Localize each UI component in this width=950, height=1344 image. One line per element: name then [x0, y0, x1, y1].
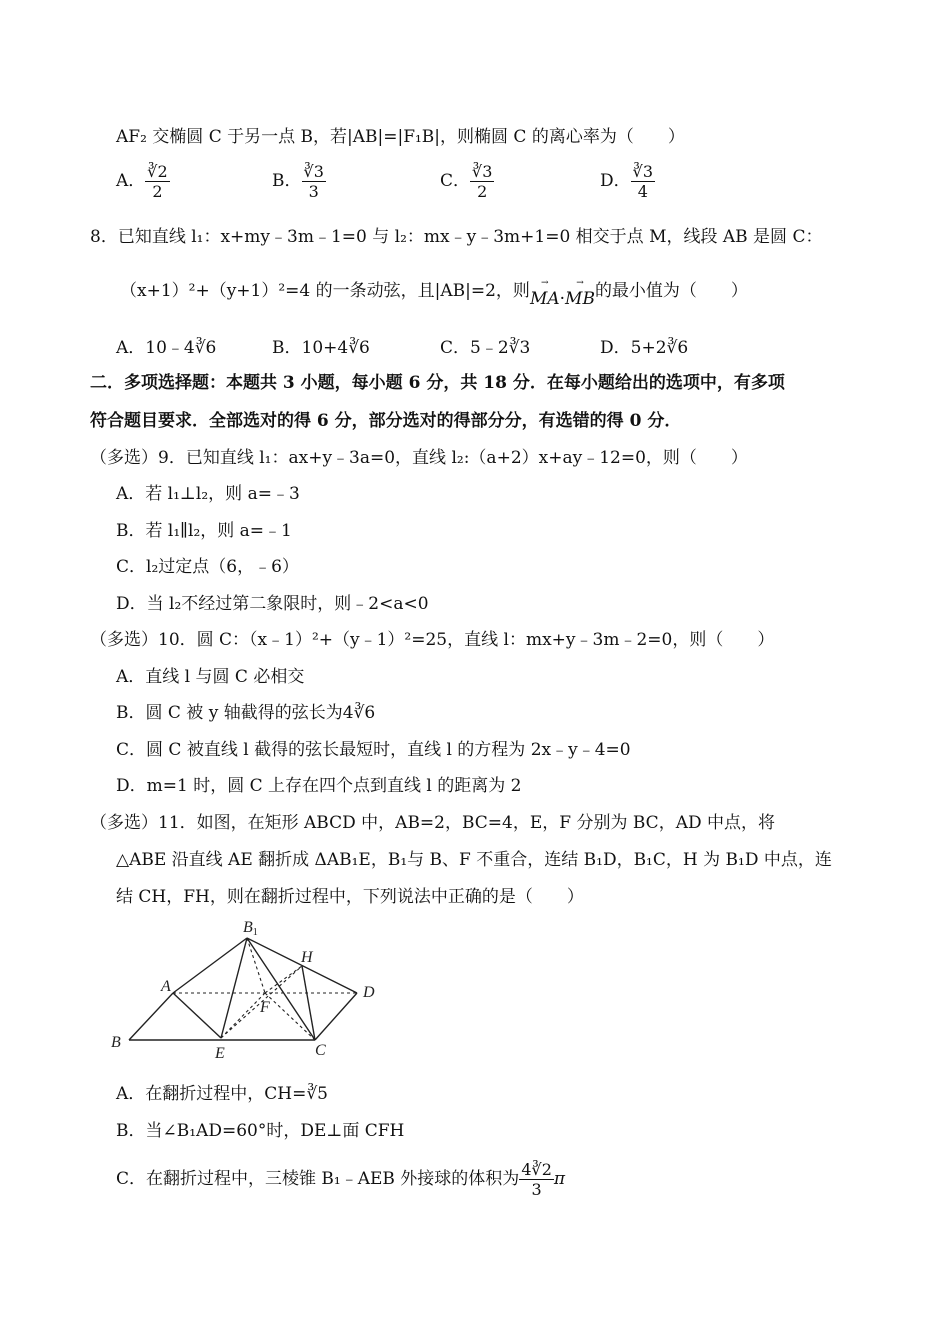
- q10-option-b[interactable]: B．圆 C 被 y 轴截得的弦长为4∛6: [116, 703, 376, 723]
- section-2-heading-line1: 二．多项选择题：本题共 3 小题，每小题 6 分，共 18 分．在每小题给出的选项中，有多项: [90, 373, 785, 393]
- label-f: F: [260, 999, 270, 1016]
- fraction: $\frac{4∛2}{3}$: [521, 1160, 552, 1199]
- label-b: B: [111, 1034, 121, 1051]
- q10-option-c[interactable]: C．圆 C 被直线 l 截得的弦长最短时，直线 l 的方程为 2x﹣y﹣4=0: [116, 740, 631, 760]
- q9-option-d[interactable]: D．当 l₂不经过第二象限时，则﹣2<a<0: [116, 594, 429, 614]
- label-a: A: [161, 978, 171, 995]
- fraction: $\frac{∛2}{2}$: [147, 162, 168, 201]
- q11-option-c[interactable]: C．在翻折过程中，三棱锥 B₁﹣AEB 外接球的体积为 $\frac{4∛2}{3}$ π: [116, 1160, 566, 1199]
- q11-stem-line2: △ABE 沿直线 AE 翻折成 ΔAB₁E，B₁与 B、F 不重合，连结 B₁D，B₁C，H 为 B₁D 中点，连: [116, 850, 832, 870]
- q11-stem-line3: 结 CH，FH，则在翻折过程中，下列说法中正确的是（ ）: [116, 887, 584, 907]
- vector-mb: → MB: [565, 288, 595, 310]
- dot-operator: ·: [559, 289, 566, 309]
- q7-option-d[interactable]: [600, 162, 655, 201]
- q11-option-b[interactable]: B．当∠B₁AD=60°时，DE⊥面 CFH: [116, 1121, 405, 1141]
- label-b1: B1: [243, 919, 258, 938]
- option-label: B．: [272, 171, 302, 191]
- edge-c-h: [302, 966, 315, 1040]
- option-label: D．: [600, 171, 631, 191]
- option-label: A．: [116, 171, 146, 191]
- q8-stem-line2: （x+1）²+（y+1）²=4 的一条动弦，且|AB|=2，则→ MA·→ MB的最小值为（ ）: [120, 280, 748, 302]
- q9-option-a[interactable]: A．若 l₁⊥l₂，则 a=﹣3: [116, 484, 300, 504]
- q8-option-b[interactable]: B．10+4∛6: [272, 338, 370, 358]
- label-c: C: [315, 1042, 326, 1059]
- q8-option-d[interactable]: D．5+2∛6: [600, 338, 689, 358]
- label-d: D: [363, 984, 375, 1001]
- section-2-heading-line2: 符合题目要求．全部选对的得 6 分，部分选对的得部分分，有选错的得 0 分．: [90, 411, 682, 431]
- q9-option-b[interactable]: B．若 l₁∥l₂，则 a=﹣1: [116, 521, 292, 541]
- q7-option-c[interactable]: [440, 162, 494, 201]
- q10-option-d[interactable]: D．m=1 时，圆 C 上存在四个点到直线 l 的距离为 2: [116, 776, 522, 796]
- q8-option-a[interactable]: A．10﹣4∛6: [116, 338, 217, 358]
- edge-b-a: [129, 993, 173, 1040]
- option-label: C．: [440, 171, 471, 191]
- q9-stem: （多选）9．已知直线 l₁：ax+y﹣3a=0，直线 l₂:（a+2）x+ay﹣12=0，则（ ）: [90, 448, 748, 468]
- q7-option-b[interactable]: [272, 162, 326, 201]
- q8-option-c[interactable]: C．5﹣2∛3: [440, 338, 531, 358]
- folding-figure: [105, 915, 390, 1065]
- q10-stem: （多选）10．圆 C：（x﹣1）²+（y﹣1）²=25，直线 l：mx+y﹣3m﹣2=0，则（ ）: [90, 630, 775, 650]
- dashed-e-f: [221, 993, 265, 1038]
- q11-stem-line1: （多选）11．如图，在矩形 ABCD 中，AB=2，BC=4，E，F 分别为 BC，AD 中点，将: [90, 813, 776, 833]
- q9-option-c[interactable]: C．l₂过定点（6，﹣6）: [116, 557, 299, 577]
- q7-option-a[interactable]: [116, 162, 170, 201]
- vector-ma: → MA: [530, 288, 560, 310]
- edge-a-b1: [173, 938, 247, 993]
- edge-b1-e: [221, 938, 247, 1038]
- label-h: H: [301, 949, 313, 966]
- fraction: $\frac{∛3}{2}$: [472, 162, 493, 201]
- edge-a-e: [173, 993, 221, 1038]
- fraction: $\frac{∛3}{3}$: [303, 162, 324, 201]
- q8-stem-line1: 8．已知直线 l₁：x+my﹣3m﹣1=0 与 l₂：mx﹣y﹣3m+1=0 相交于点 M，线段 AB 是圆 C：: [90, 227, 823, 247]
- q10-option-a[interactable]: A．直线 l 与圆 C 必相交: [116, 667, 305, 687]
- edge-c-d: [315, 993, 357, 1040]
- label-e: E: [215, 1045, 225, 1062]
- q7-stem-tail: AF₂ 交椭圆 C 于另一点 B，若|AB|=|F₁B|，则椭圆 C 的离心率为（ ）: [116, 127, 685, 147]
- q11-option-a[interactable]: A．在翻折过程中，CH=∛5: [116, 1084, 329, 1104]
- dashed-f-h: [265, 966, 302, 993]
- fraction: $\frac{∛3}{4}$: [632, 162, 654, 201]
